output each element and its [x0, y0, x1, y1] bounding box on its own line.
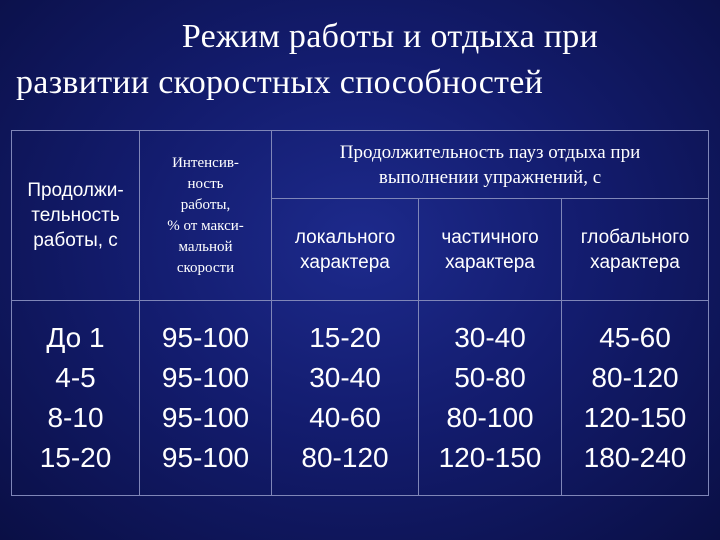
header-duration-line: Продолжи- [27, 180, 124, 201]
duration-cell: 4-5 [55, 362, 96, 393]
global-cell: 180-240 [583, 442, 687, 473]
title-line-1: Режим работы и отдыха при [181, 18, 599, 55]
global-cell: 45-60 [599, 322, 671, 353]
header-partial-line: характера [445, 251, 535, 273]
intensity-cell: 95-100 [161, 362, 250, 393]
duration-cell: 8-10 [47, 402, 104, 433]
global-values [562, 301, 709, 496]
header-intensity-line: % от макси- [167, 217, 244, 234]
header-intensity-line: скорости [176, 259, 235, 276]
title-line-2: развитии скоростных способностей [16, 64, 544, 101]
header-local-line: характера [300, 251, 390, 273]
header-global-line: характера [590, 251, 680, 273]
partial-cell: 120-150 [438, 442, 542, 473]
header-intensity-line: ность [187, 175, 224, 192]
header-intensity-line: мальной [178, 238, 233, 255]
header-global [562, 199, 709, 301]
work-rest-table [11, 130, 709, 496]
partial-cell: 30-40 [454, 322, 526, 353]
header-duration-line: работы, с [33, 230, 118, 251]
intensity-values [140, 301, 272, 496]
header-local [272, 199, 419, 301]
header-row-1 [12, 131, 709, 199]
local-cell: 80-120 [301, 442, 389, 473]
header-partial [419, 199, 562, 301]
header-partial-line: частичного [441, 226, 539, 248]
partial-cell: 50-80 [454, 362, 526, 393]
header-pause-duration [272, 131, 709, 199]
global-cell: 120-150 [583, 402, 687, 433]
global-cell: 80-120 [591, 362, 679, 393]
intensity-cell: 95-100 [161, 442, 250, 473]
local-values [272, 301, 419, 496]
local-cell: 15-20 [309, 322, 381, 353]
intensity-cell: 95-100 [161, 322, 250, 353]
header-local-line: локального [294, 226, 396, 248]
local-cell: 30-40 [309, 362, 381, 393]
intensity-cell: 95-100 [161, 402, 250, 433]
local-cell: 40-60 [309, 402, 381, 433]
slide-title [0, 14, 720, 106]
header-global-line: глобального [580, 226, 690, 248]
header-pause-line: Продолжительность пауз отдыха при [339, 141, 641, 163]
partial-cell: 80-100 [446, 402, 534, 433]
header-intensity-line: Интенсив- [172, 154, 239, 171]
duration-values [12, 301, 140, 496]
header-intensity-line: работы, [180, 196, 231, 213]
data-row [12, 301, 709, 496]
duration-cell: До 1 [46, 322, 105, 353]
duration-cell: 15-20 [39, 442, 112, 473]
header-pause-line: выполнении упражнений, с [378, 166, 602, 188]
partial-values [419, 301, 562, 496]
header-duration [12, 131, 140, 301]
header-intensity [140, 131, 272, 301]
header-duration-line: тельность [31, 205, 120, 226]
